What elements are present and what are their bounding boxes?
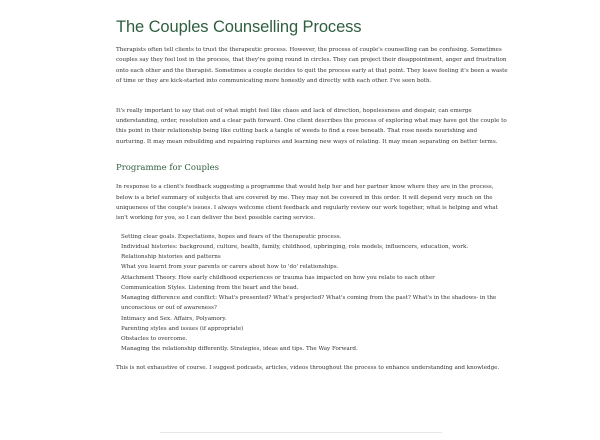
programme-paragraph: In response to a client's feedback suggesting a programme that would help her and her partner know where they are in the process, below is a brief summary of subjects that are covered by me. They may not be covered in this order. It will depend very much on the uniqueness of the couple's issues. I always welcome client feedback and regularly review our work together, what is helping and what isn't working for you, so I can deliver the best possible caring service. <box>116 184 498 222</box>
process-paragraph: It's really important to say that out of what might feel like chaos and lack of direction, hopelessness and despair, can emerge understanding, order, resolution and a clear path forward. One client describes the process of exploring what may have got the couple to this point in their relationship being like cutting back a tangle of weeds to find a rose beneath. That rose needs nourishing and nurturing. It may mean rebuilding and repairing ruptures and learning new ways of relating. It may mean separating on better terms. <box>116 107 507 145</box>
programme-list <box>116 232 508 354</box>
page-title: The Couples Counselling Process <box>116 18 362 36</box>
list-item: Individual histories: background, culture, health, family, childhood, upbringing, role models, influencers, education, work. <box>121 244 469 251</box>
list-item: Communication Styles. Listening from the heart and the head. <box>121 284 299 291</box>
section-heading: Programme for Couples <box>116 163 220 174</box>
footer-divider <box>160 432 442 433</box>
list-item: Parenting styles and issues (if appropriate) <box>121 325 244 332</box>
list-item: Managing difference and conflict: What's presented? What's projected? What's coming from the past? What's in the shadows- in the unconscious or out of awareness? <box>121 295 497 312</box>
list-item: Obstacles to overcome. <box>121 335 188 342</box>
intro-paragraph: Therapists often tell clients to trust the therapeutic process. However, the process of couple's counselling can be confusing. Sometimes couples say they feel lost in the process, that they're going round in circles. They can project their disappointment, anger and frustration onto each other and the therapist. Sometimes a couple decides to quit the process early at that point. They leave feeling it's been a waste of time or they are kick-started into communicating more honestly and directly with each other. I've seen both. <box>116 47 508 85</box>
list-item: Managing the relationship differently. Strategies, ideas and tips. The Way Forward. <box>121 346 358 353</box>
closing-paragraph: This is not exhaustive of course. I suggest podcasts, articles, videos throughout the process to enhance understanding and knowledge. <box>116 365 500 372</box>
list-item: Relationship histories and patterns <box>121 254 221 261</box>
list-item: Intimacy and Sex. Affairs, Polyamory. <box>121 315 227 322</box>
article <box>116 18 508 374</box>
list-item: Attachment Theory. How early childhood experiences or trauma has impacted on how you relate to each other <box>121 274 435 281</box>
list-item: Setting clear goals. Expectations, hopes and fears of the therapeutic process. <box>121 233 342 240</box>
list-item: What you learnt from your parents or carers about how to 'do' relationships. <box>121 264 339 271</box>
